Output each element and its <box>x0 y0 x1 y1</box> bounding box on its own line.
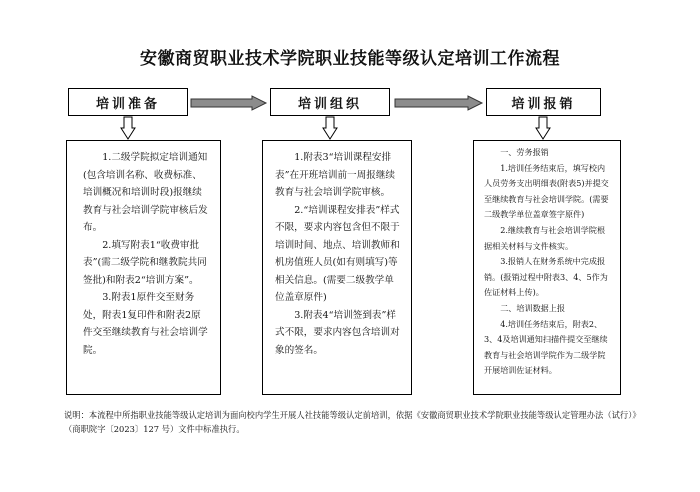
down-arrow-icon <box>322 116 338 140</box>
step-text: 2.填写附表1“收费审批表”(需二级学院和继教院共同签批)和附表2“培训方案”。 <box>83 239 207 286</box>
step-text: 4.培训任务结束后，附表2、3、4及培训通知扫描件提交至继续教育与社会培训学院作为二级学院开展培训佐证材料。 <box>484 318 608 376</box>
stage-header-reimbursement <box>486 88 601 116</box>
step-text: 3.附表1原件交至财务处，附表1复印件和附表2原件交至继续教育与社会培训学院。 <box>83 292 208 356</box>
footnote: 说明：本流程中所指职业技能等级认定培训为面向校内学生开展人社技能等级认定前培训，依据《安徽商贸职业技术学院职业技能等级认定管理办法（试行）》（商职院字〔2023〕127 号）文件中标准执行。 <box>64 410 641 434</box>
down-arrow-icon <box>120 116 136 140</box>
step-text: 3.报销人在财务系统中完成报销。(报销过程中附表3、4、5作为佐证材料上传)。 <box>484 256 608 298</box>
step-text: 1.附表3“培训课程安排表”在开班培训前一周报继续教育与社会培训学院审核。 <box>275 152 396 198</box>
page-title: 安徽商贸职业技术学院职业技能等级认定培训工作流程 <box>140 49 560 69</box>
step-text: 1.培训任务结束后，填写校内人员劳务支出明细表(附表5)并提交至继续教育与社会培训学院。(需要二级教学单位盖章签字原件) <box>484 162 609 220</box>
down-arrow-icon <box>535 116 551 140</box>
section-heading: 二、培训数据上报 <box>500 302 565 313</box>
stage-label: 培训准备 <box>95 96 160 112</box>
right-arrow-icon <box>190 95 268 111</box>
step-text: 2.继续教育与社会培训学院根据相关材料与文件核实。 <box>484 224 606 251</box>
stage-label: 培训组织 <box>297 96 362 112</box>
stage-label: 培训报销 <box>511 96 576 112</box>
panel-reimbursement <box>473 140 621 395</box>
stage-header-preparation <box>68 88 188 116</box>
stage-header-organization <box>270 88 390 116</box>
right-arrow-icon <box>394 95 484 111</box>
section-heading: 一、劳务报销 <box>500 147 549 157</box>
step-text: 1.二级学院拟定培训通知(包含培训名称、收费标准、培训概况和培训时段)报继续教育与社会培训学院审核后发布。 <box>83 152 208 233</box>
panel-preparation <box>66 140 221 395</box>
step-text: 3.附表4“培训签到表”样式不限，要求内容包含培训对象的签名。 <box>275 309 400 356</box>
panel-organization <box>262 140 412 395</box>
step-text: 2.“培训课程安排表”样式不限，要求内容包含但不限于培训时间、地点、培训教师和机房值班人员(如有则填写)等相关信息。(需要二级教学单位盖章原件) <box>275 204 400 303</box>
